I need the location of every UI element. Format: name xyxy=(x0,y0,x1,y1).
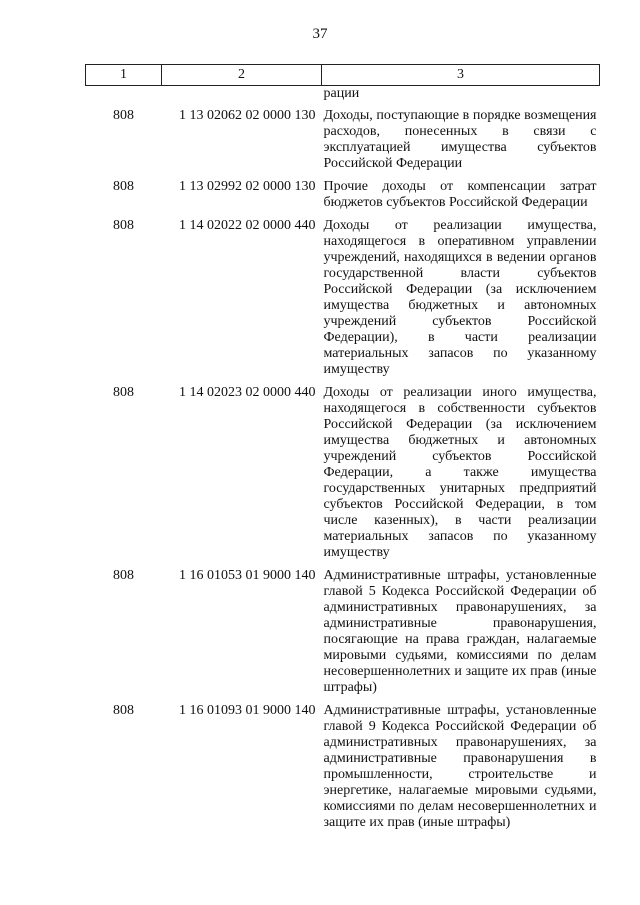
table-row xyxy=(86,385,600,568)
table-row xyxy=(86,218,600,385)
revenue-name: Прочие доходы от компенсации затрат бюджетов субъектов Российской Федерации xyxy=(323,179,597,210)
revenue-name: Доходы от реализации иного имущества, находящегося в собственности субъектов Российской Федерации (за исключением имущества бюджетных и автономных учреждений субъектов Российской Федерации, а также имущества государственных унитарных предприятий субъектов Российской Федерации, в том числе казенных), в части реализации материальных запасов по указанному имуществу xyxy=(323,385,597,560)
table-row xyxy=(86,568,600,703)
table-header-row xyxy=(86,65,600,86)
table-row xyxy=(86,108,600,179)
page-number: 37 xyxy=(312,26,328,42)
budget-code: 1 13 02062 02 0000 130 xyxy=(179,108,316,123)
header-col-1: 1 xyxy=(86,65,162,86)
admin-code: 808 xyxy=(113,385,134,400)
revenue-name: Доходы, поступающие в порядке возмещения расходов, понесенных в связи с эксплуатацией имущества субъектов Российской Федерации xyxy=(323,108,597,171)
table-row xyxy=(86,703,600,838)
admin-code: 808 xyxy=(113,218,134,233)
continuation-row xyxy=(86,86,600,109)
admin-code: 808 xyxy=(113,108,134,123)
continuation-text: рации xyxy=(323,86,360,101)
budget-code: 1 14 02023 02 0000 440 xyxy=(179,385,316,400)
admin-code: 808 xyxy=(113,703,134,718)
budget-code: 1 13 02992 02 0000 130 xyxy=(179,179,316,194)
admin-code: 808 xyxy=(113,179,134,194)
revenue-name: Доходы от реализации имущества, находящегося в оперативном управлении учреждений, находящихся в ведении органов государственной власти субъектов Российской Федерации (за исключением имущества бюджетных и автономных учреждений субъектов Российской Федерации), в части реализации материальных запасов по указанному имуществу xyxy=(323,218,597,377)
header-col-2: 2 xyxy=(162,65,322,86)
header-col-3: 3 xyxy=(322,65,600,86)
revenue-classification-table xyxy=(85,64,600,838)
admin-code: 808 xyxy=(113,568,134,583)
revenue-name: Административные штрафы, установленные главой 5 Кодекса Российской Федерации об административных правонарушениях, за административные правонарушения, посягающие на права граждан, налагаемые мировыми судьями, комиссиями по делам несовершеннолетних и защите их прав (иные штрафы) xyxy=(323,568,597,695)
budget-code: 1 16 01053 01 9000 140 xyxy=(179,568,316,583)
revenue-name: Административные штрафы, установленные главой 9 Кодекса Российской Федерации об административных правонарушениях, за административные правонарушения в промышленности, строительстве и энергетике, налагаемые мировыми судьями, комиссиями по делам несовершеннолетних и защите их прав (иные штрафы) xyxy=(323,703,597,830)
table-row xyxy=(86,179,600,218)
budget-code: 1 14 02022 02 0000 440 xyxy=(179,218,316,233)
budget-code: 1 16 01093 01 9000 140 xyxy=(179,703,316,718)
